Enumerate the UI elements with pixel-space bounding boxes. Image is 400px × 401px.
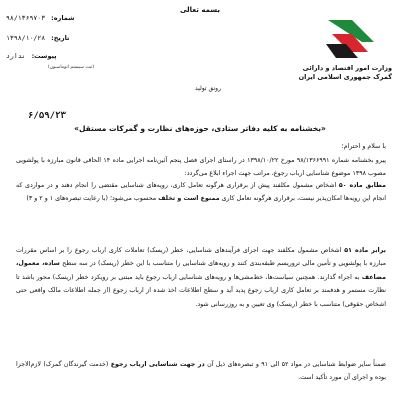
article-50-emphasis: ممنوع است و تخلف (158, 195, 220, 203)
number-row (6, 14, 156, 22)
other-rules-text-b: (خدمت گیرندگان گمرک) لازم‌الاجرا بوده و اجرای آن مورد تأکید است. (16, 361, 386, 382)
other-rules-text-a: ضمناً سایر ضوابط شناسایی در مواد ۵۲ الی ۹۱ و تبصره‌های ذیل آن (204, 361, 386, 368)
org-ministry: وزارت امور اقتصاد و دارائی (302, 64, 392, 72)
copy-note: رونق تولید (195, 85, 221, 92)
attachment-row (6, 52, 156, 60)
article-51-emphasis: ساده، معمول، مضاعف (16, 260, 386, 281)
date-row (6, 34, 156, 42)
date-value: ۱۳۹۸/۱۰/۲۸ (6, 34, 46, 42)
paragraph-article-51 (16, 244, 386, 311)
circular-title: «بخشنامه به کلیه دفاتر ستادی، حوزه‌های نظارت و گمرکات مستقل» (74, 124, 326, 133)
number-label: شماره: (51, 14, 75, 22)
date-label: تاریخ: (51, 34, 70, 42)
system-note: (ثبت سیستم اتوماسیون) (47, 65, 95, 70)
salutation: با سلام و احترام؛ (341, 143, 386, 150)
article-51-text-b: به اجراء گذارند. همچنین سیاست‌ها، خط‌مشی‌ها و رویه‌های شناسایی ارباب رجوع باید مبتنی بر رویکرد خطر (ریسک) محور باشد تا نظارت مستمر و هدفمند بر تعامل کاری ارباب رجوع پدید آید و سطح اطلاعات اخذ شده از ارباب رجوع (از جمله اطلاعات مالک واقعی حتی اشخاص حقوقی) متناسب با خطر (ریسک) وی تعیین و به روزرسانی شود. (16, 273, 386, 308)
article-51-text-a: اشخاص مشمول مکلفند جهت اجرای فرآیندهای شناسایی، خطر (ریسک) تعاملات کاری ارباب رجوع را بر اساس مقررات مبارزه با پولشویی و تأمین مالی تروریسم طبقه‌بندی کنند و رویه‌های شناسایی را متناسب با این خطر (ریسک) در سه سطح (16, 247, 386, 268)
paragraph-intro: پیرو بخشنامه شماره ۹۸/۱۳۶۶۹۹۱ مورخ ۱۳۹۸/۱۰/۲۲ در راستای اجرای فصل پنجم آئین‌نامه اجرایی ماده ۱۴ الحاقی قانون مبارزه با پولشویی مصوب ۱۳۹۸ موضوع شناسایی ارباب رجوع، مراتب جهت اجراء ابلاغ می‌گردد: (16, 157, 386, 178)
other-rules-emphasis: در جهت شناسایی ارباب رجوع (110, 361, 205, 368)
paragraph-article-50 (16, 179, 386, 206)
basmala: بسمه تعالی (179, 6, 221, 14)
article-50-text-a: اشخاص مشمول مکلفند پیش از برقراری هرگونه تعامل کاری، رویه‌های شناسایی مقتضی را انجام دهند و در مواردی که انجام این رویه‌ها امکان‌پذیر نیست، برقراری هرگونه تعامل کاری (16, 182, 386, 203)
article-50-text-b: محسوب می‌شود؛ (با رعایت تبصره‌های ۱ و ۲ و ۳) (26, 195, 159, 203)
document-code: ۶/۵۹/۲۳ (28, 111, 66, 121)
paragraph-other-rules (16, 358, 386, 385)
article-50-lead: مطابق ماده ۵۰ (338, 182, 386, 189)
attachment-value: ندارد (6, 52, 26, 60)
attachment-label: پیوست: (31, 52, 57, 60)
org-customs: گمرک جمهوری اسلامی ایران (298, 73, 392, 81)
customs-logo-icon (322, 14, 380, 64)
number-value: ۹۸/۱۳۶۹۷۰۳ (6, 14, 46, 22)
article-51-lead: برابر ماده ۵۱ (344, 247, 386, 254)
